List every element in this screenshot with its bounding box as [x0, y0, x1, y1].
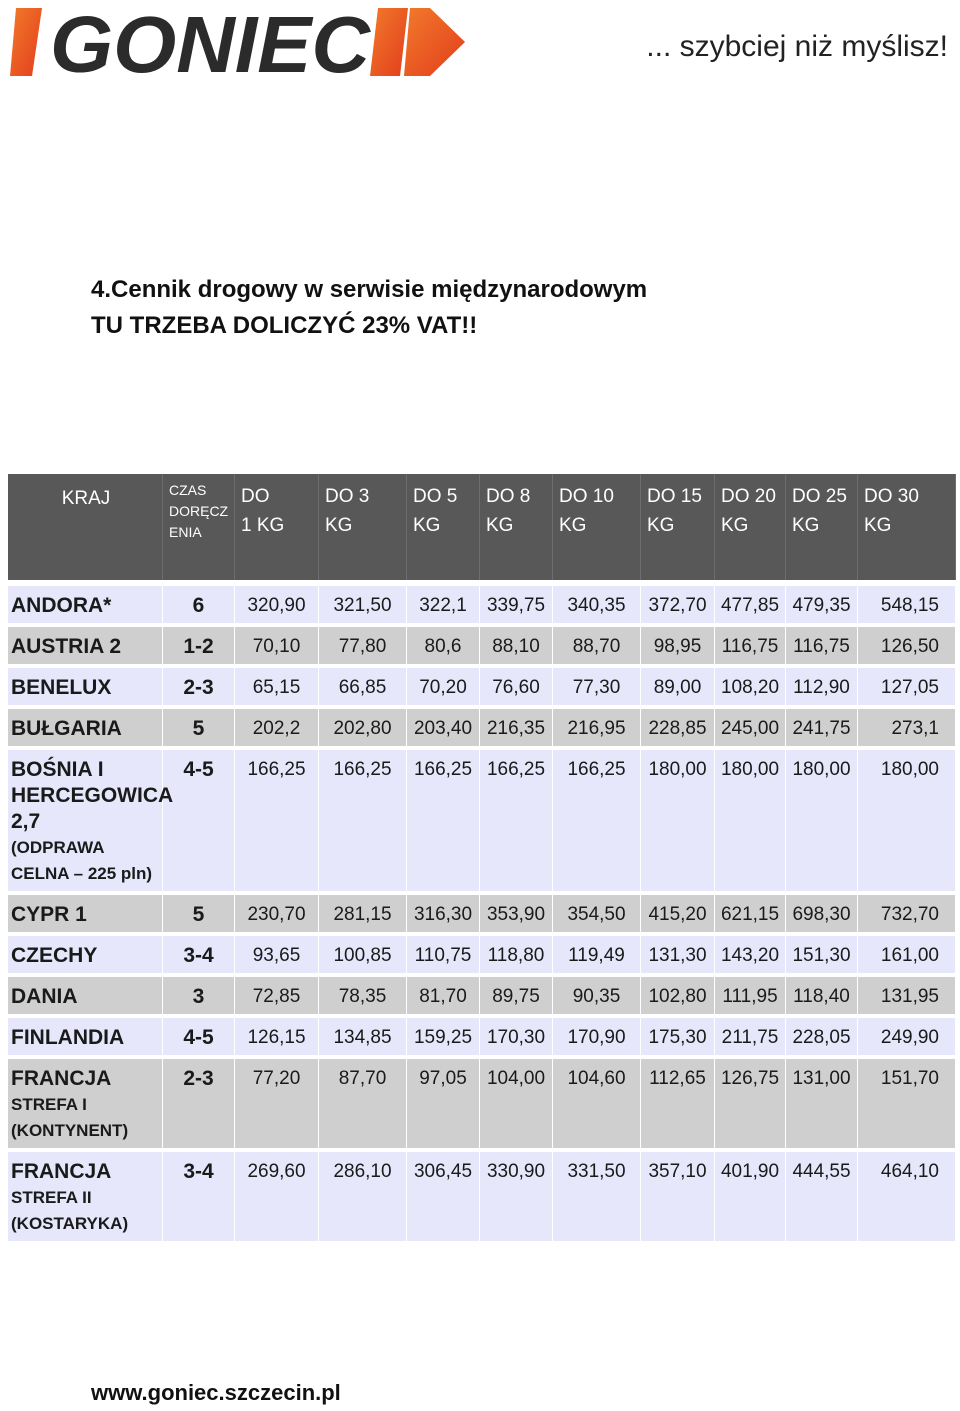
price-cell: 202,80 — [319, 705, 407, 746]
header-do-1kg: DO 1 KG — [235, 474, 319, 580]
country-name: FRANCJA — [11, 1160, 112, 1183]
price-cell: 166,25 — [235, 746, 319, 891]
price-cell: 330,90 — [480, 1148, 553, 1241]
table-row — [8, 664, 956, 705]
price-cell: 464,10 — [858, 1148, 956, 1241]
header-czas: CZAS DORĘCZ ENIA — [163, 474, 235, 580]
price-cell: 230,70 — [235, 891, 319, 932]
price-cell: 111,95 — [715, 973, 786, 1014]
price-cell: 102,80 — [641, 973, 715, 1014]
delivery-time-cell: 3-4 — [163, 1148, 235, 1241]
delivery-time-cell: 5 — [163, 891, 235, 932]
country-cell — [8, 623, 163, 664]
price-cell: 175,30 — [641, 1014, 715, 1055]
country-name: BENELUX — [11, 676, 112, 699]
country-name: BUŁGARIA — [11, 717, 122, 740]
price-cell: 66,85 — [319, 664, 407, 705]
price-cell: 112,65 — [641, 1055, 715, 1148]
price-cell: 88,70 — [553, 623, 641, 664]
price-cell: 621,15 — [715, 891, 786, 932]
price-cell: 316,30 — [407, 891, 480, 932]
price-cell: 104,60 — [553, 1055, 641, 1148]
price-cell: 70,10 — [235, 623, 319, 664]
country-note: (KONTYNENT) — [11, 1121, 129, 1140]
price-cell: 306,45 — [407, 1148, 480, 1241]
price-cell: 72,85 — [235, 973, 319, 1014]
website-footer: www.goniec.szczecin.pl — [91, 1380, 341, 1405]
table-row — [8, 746, 956, 891]
title-line-1: 4.Cennik drogowy w serwisie międzynarodowym — [91, 276, 648, 303]
table-header-row — [8, 474, 956, 580]
price-cell: 81,70 — [407, 973, 480, 1014]
country-cell — [8, 1055, 163, 1148]
price-cell: 331,50 — [553, 1148, 641, 1241]
price-cell: 203,40 — [407, 705, 480, 746]
price-cell: 119,49 — [553, 932, 641, 973]
table-body — [8, 580, 956, 1241]
country-note: CELNA – 225 pln) — [11, 864, 153, 883]
price-table — [8, 474, 956, 1241]
price-cell: 170,90 — [553, 1014, 641, 1055]
price-cell: 180,00 — [786, 746, 858, 891]
price-cell: 131,30 — [641, 932, 715, 973]
country-cell — [8, 580, 163, 623]
table-row — [8, 891, 956, 932]
header-kraj: KRAJ — [8, 474, 163, 580]
price-cell: 151,70 — [858, 1055, 956, 1148]
price-cell: 479,35 — [786, 580, 858, 623]
price-cell: 131,95 — [858, 973, 956, 1014]
country-cell — [8, 891, 163, 932]
price-cell: 126,50 — [858, 623, 956, 664]
country-note: (ODPRAWA — [11, 838, 105, 857]
header-do-8kg: DO 8 KG — [480, 474, 553, 580]
price-cell: 477,85 — [715, 580, 786, 623]
table-row — [8, 1148, 956, 1241]
delivery-time-cell: 2-3 — [163, 1055, 235, 1148]
country-cell — [8, 973, 163, 1014]
price-cell: 241,75 — [786, 705, 858, 746]
country-name: ANDORA* — [11, 594, 112, 617]
country-note: STREFA II — [11, 1188, 92, 1207]
country-cell — [8, 1148, 163, 1241]
price-cell: 202,2 — [235, 705, 319, 746]
price-cell: 131,00 — [786, 1055, 858, 1148]
price-cell: 110,75 — [407, 932, 480, 973]
country-cell — [8, 932, 163, 973]
country-name: FRANCJA — [11, 1067, 112, 1090]
header-do-5kg: DO 5 KG — [407, 474, 480, 580]
price-cell: 548,15 — [858, 580, 956, 623]
price-cell: 415,20 — [641, 891, 715, 932]
country-cell — [8, 705, 163, 746]
header-do-15kg: DO 15 KG — [641, 474, 715, 580]
country-name: CZECHY — [11, 944, 98, 967]
table-row — [8, 932, 956, 973]
delivery-time-cell: 4-5 — [163, 1014, 235, 1055]
price-cell: 87,70 — [319, 1055, 407, 1148]
price-cell: 353,90 — [480, 891, 553, 932]
price-cell: 286,10 — [319, 1148, 407, 1241]
price-cell: 166,25 — [480, 746, 553, 891]
price-cell: 269,60 — [235, 1148, 319, 1241]
price-cell: 170,30 — [480, 1014, 553, 1055]
price-cell: 78,35 — [319, 973, 407, 1014]
price-cell: 88,10 — [480, 623, 553, 664]
country-note: (KOSTARYKA) — [11, 1214, 129, 1233]
delivery-time-cell: 6 — [163, 580, 235, 623]
table-row — [8, 705, 956, 746]
price-cell: 180,00 — [641, 746, 715, 891]
price-cell: 126,75 — [715, 1055, 786, 1148]
svg-text:GONIEC: GONIEC — [50, 6, 372, 78]
country-cell — [8, 746, 173, 891]
price-cell: 444,55 — [786, 1148, 858, 1241]
country-name: AUSTRIA 2 — [11, 635, 122, 658]
price-cell: 77,30 — [553, 664, 641, 705]
header-do-3kg: DO 3 KG — [319, 474, 407, 580]
country-name: DANIA — [11, 985, 78, 1008]
price-cell: 77,80 — [319, 623, 407, 664]
tagline: ... szybciej niż myślisz! — [646, 30, 948, 63]
delivery-time-cell: 4-5 — [163, 746, 235, 891]
price-cell: 104,00 — [480, 1055, 553, 1148]
price-cell: 70,20 — [407, 664, 480, 705]
price-cell: 118,80 — [480, 932, 553, 973]
header-do-30kg: DO 30 KG — [858, 474, 956, 580]
price-cell: 216,35 — [480, 705, 553, 746]
country-name: BOŚNIA I HERCEGOWICA 2,7 — [11, 758, 173, 833]
price-cell: 89,00 — [641, 664, 715, 705]
price-cell: 116,75 — [715, 623, 786, 664]
country-cell — [8, 664, 163, 705]
price-cell: 108,20 — [715, 664, 786, 705]
table-row — [8, 1014, 956, 1055]
price-cell: 118,40 — [786, 973, 858, 1014]
price-cell: 166,25 — [553, 746, 641, 891]
page-title — [91, 272, 647, 344]
header-do-20kg: DO 20 KG — [715, 474, 786, 580]
price-cell: 372,70 — [641, 580, 715, 623]
header-do-10kg: DO 10 KG — [553, 474, 641, 580]
price-cell: 340,35 — [553, 580, 641, 623]
price-cell: 180,00 — [858, 746, 956, 891]
price-cell: 151,30 — [786, 932, 858, 973]
price-cell: 322,1 — [407, 580, 480, 623]
price-cell: 65,15 — [235, 664, 319, 705]
price-cell: 126,15 — [235, 1014, 319, 1055]
price-cell: 166,25 — [407, 746, 480, 891]
price-cell: 401,90 — [715, 1148, 786, 1241]
price-cell: 357,10 — [641, 1148, 715, 1241]
price-cell: 90,35 — [553, 973, 641, 1014]
price-cell: 116,75 — [786, 623, 858, 664]
country-name: CYPR 1 — [11, 903, 87, 926]
price-cell: 321,50 — [319, 580, 407, 623]
table-row — [8, 1055, 956, 1148]
price-cell: 161,00 — [858, 932, 956, 973]
price-cell: 112,90 — [786, 664, 858, 705]
price-cell: 228,05 — [786, 1014, 858, 1055]
price-cell: 89,75 — [480, 973, 553, 1014]
title-line-2: TU TRZEBA DOLICZYĆ 23% VAT!! — [91, 312, 478, 339]
price-cell: 216,95 — [553, 705, 641, 746]
delivery-time-cell: 5 — [163, 705, 235, 746]
delivery-time-cell: 3 — [163, 973, 235, 1014]
price-cell: 93,65 — [235, 932, 319, 973]
price-cell: 127,05 — [858, 664, 956, 705]
table-row — [8, 973, 956, 1014]
goniec-logo — [10, 6, 465, 78]
price-cell: 143,20 — [715, 932, 786, 973]
price-cell: 211,75 — [715, 1014, 786, 1055]
country-cell — [8, 1014, 163, 1055]
table-row — [8, 623, 956, 664]
price-cell: 281,15 — [319, 891, 407, 932]
price-cell: 339,75 — [480, 580, 553, 623]
country-name: FINLANDIA — [11, 1026, 125, 1049]
price-cell: 273,1 — [858, 705, 956, 746]
delivery-time-cell: 1-2 — [163, 623, 235, 664]
price-cell: 228,85 — [641, 705, 715, 746]
price-cell: 97,05 — [407, 1055, 480, 1148]
price-cell: 320,90 — [235, 580, 319, 623]
country-note: STREFA I — [11, 1095, 87, 1114]
delivery-time-cell: 2-3 — [163, 664, 235, 705]
price-cell: 100,85 — [319, 932, 407, 973]
price-cell: 354,50 — [553, 891, 641, 932]
price-cell: 245,00 — [715, 705, 786, 746]
header-do-25kg: DO 25 KG — [786, 474, 858, 580]
price-cell: 98,95 — [641, 623, 715, 664]
delivery-time-cell: 3-4 — [163, 932, 235, 973]
table-row — [8, 580, 956, 623]
price-cell: 732,70 — [858, 891, 956, 932]
price-cell: 134,85 — [319, 1014, 407, 1055]
price-cell: 249,90 — [858, 1014, 956, 1055]
price-cell: 76,60 — [480, 664, 553, 705]
price-cell: 166,25 — [319, 746, 407, 891]
price-cell: 77,20 — [235, 1055, 319, 1148]
price-cell: 180,00 — [715, 746, 786, 891]
price-cell: 159,25 — [407, 1014, 480, 1055]
price-cell: 80,6 — [407, 623, 480, 664]
price-cell: 698,30 — [786, 891, 858, 932]
